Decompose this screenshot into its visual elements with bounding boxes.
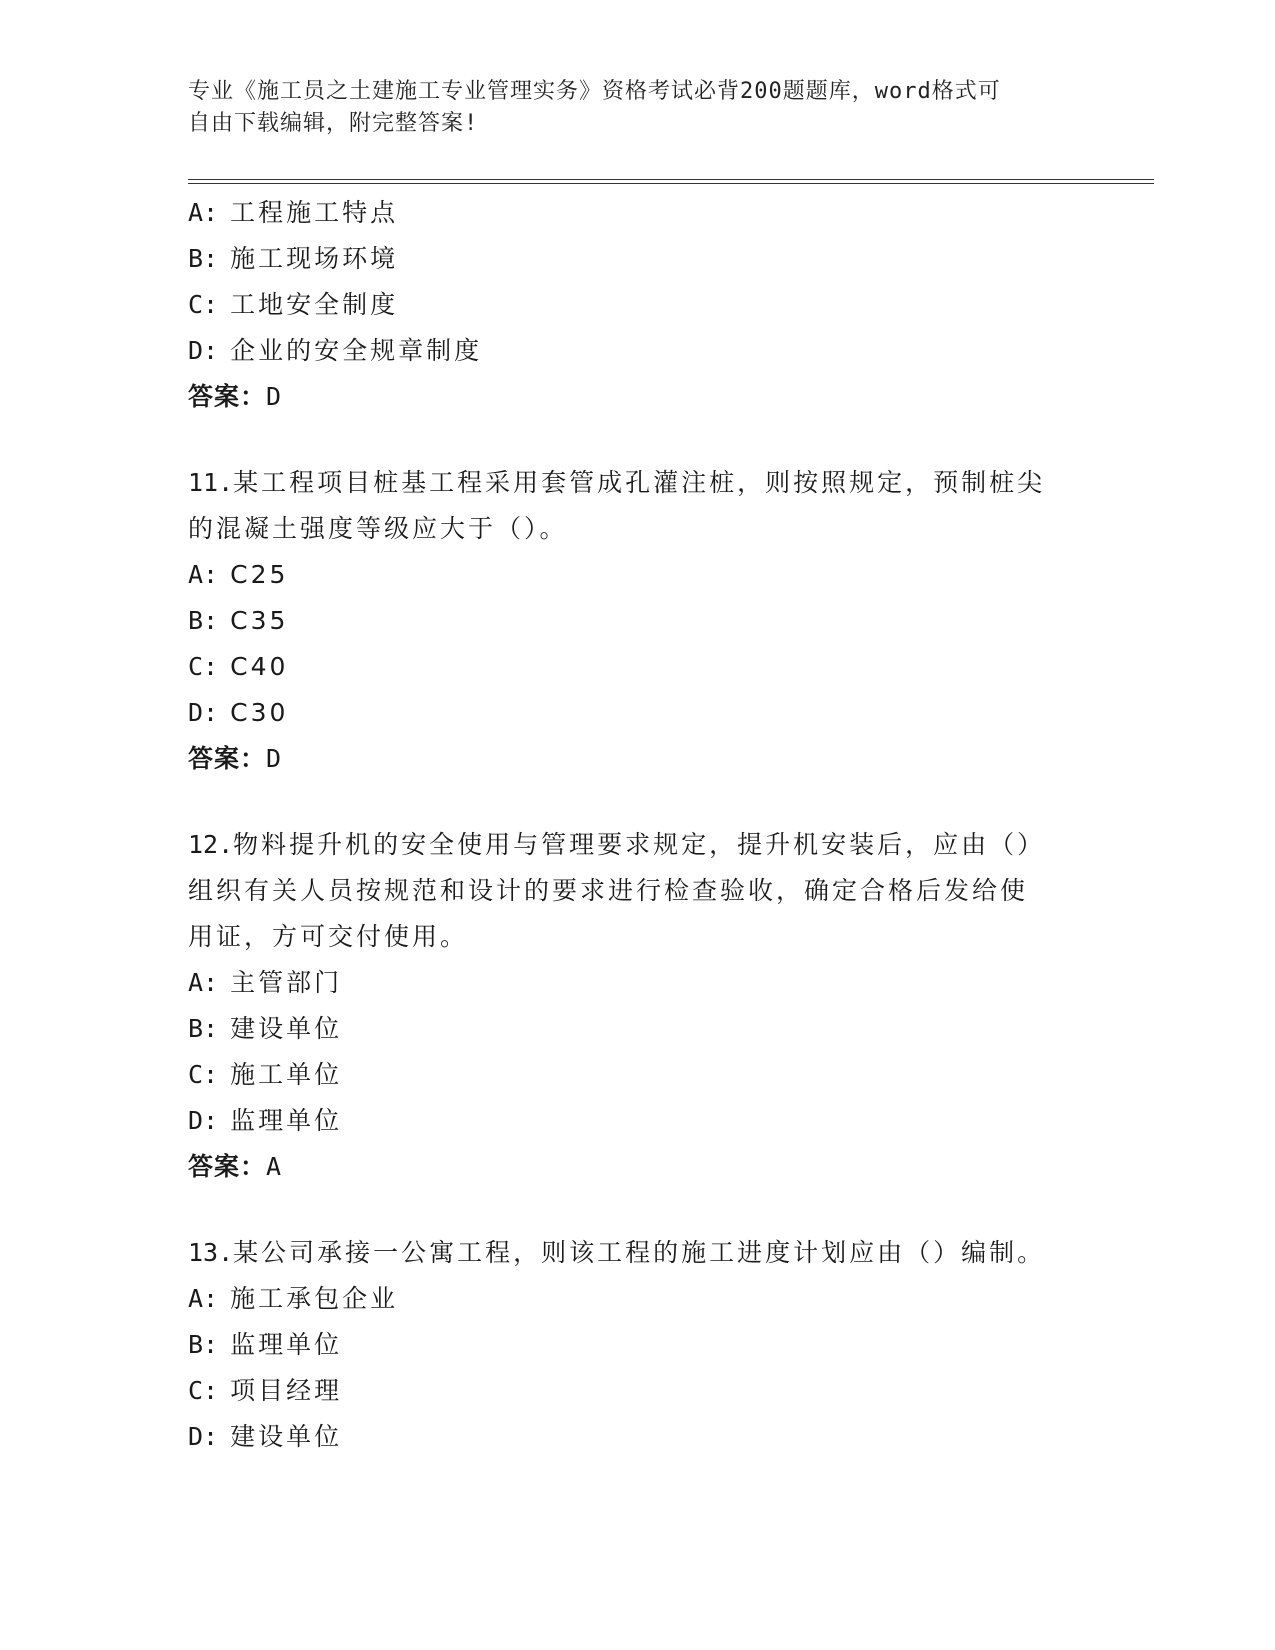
option-c: C: 工地安全制度: [188, 290, 399, 319]
header-line-1: 专业《施工员之土建施工专业管理实务》资格考试必背200题题库，word格式可: [188, 79, 1001, 104]
option-b: B: C35: [188, 606, 289, 635]
answer-label: 答案：: [188, 1152, 267, 1181]
answer-line: [188, 374, 1088, 420]
question-body: 某工程项目桩基工程采用套管成孔灌注桩，则按照规定，预制桩尖 的混凝土强度等级应大于（）。: [188, 468, 1046, 543]
option-c: C: C40: [188, 652, 289, 681]
question-text: [188, 822, 1088, 960]
option-b: B: 施工现场环境: [188, 244, 399, 273]
option-a: A: 工程施工特点: [188, 198, 399, 227]
option-c: C: 施工单位: [188, 1060, 343, 1089]
question-number: 12.: [188, 830, 234, 859]
question-block-10: [188, 190, 1088, 420]
answer-label: 答案：: [188, 744, 267, 773]
option-a: A: 主管部门: [188, 968, 343, 997]
answer-value: D: [266, 382, 283, 411]
answer-line: [188, 736, 1088, 782]
option-b: B: 建设单位: [188, 1014, 343, 1043]
document-header: [188, 76, 1068, 140]
question-list: [188, 190, 1088, 1460]
question-body: 物料提升机的安全使用与管理要求规定，提升机安装后，应由（） 组织有关人员按规范和设计的要求进行检查验收，确定合格后发给使 用证，方可交付使用。: [188, 830, 1046, 951]
option-a: A: C25: [188, 560, 289, 589]
option-d: D: 建设单位: [188, 1422, 343, 1451]
header-line-2: 自由下载编辑，附完整答案!: [188, 111, 479, 136]
question-block-12: [188, 822, 1088, 1190]
option-b: B: 监理单位: [188, 1330, 343, 1359]
answer-line: [188, 1144, 1088, 1190]
question-block-11: [188, 460, 1088, 782]
answer-value: D: [266, 744, 283, 773]
question-body: 某公司承接一公寓工程，则该工程的施工进度计划应由（）编制。: [233, 1238, 1046, 1267]
answer-label: 答案：: [188, 382, 267, 411]
answer-value: A: [266, 1152, 283, 1181]
question-number: 13.: [188, 1238, 234, 1267]
option-d: D: 企业的安全规章制度: [188, 336, 483, 365]
option-d: D: C30: [188, 698, 289, 727]
option-d: D: 监理单位: [188, 1106, 343, 1135]
question-text: [188, 460, 1088, 552]
header-divider-bottom: [188, 183, 1154, 184]
question-block-13: [188, 1230, 1088, 1460]
question-text: [188, 1230, 1088, 1276]
header-divider-top: [188, 179, 1154, 180]
question-number: 11.: [188, 468, 234, 497]
option-c: C: 项目经理: [188, 1376, 343, 1405]
option-a: A: 施工承包企业: [188, 1284, 399, 1313]
